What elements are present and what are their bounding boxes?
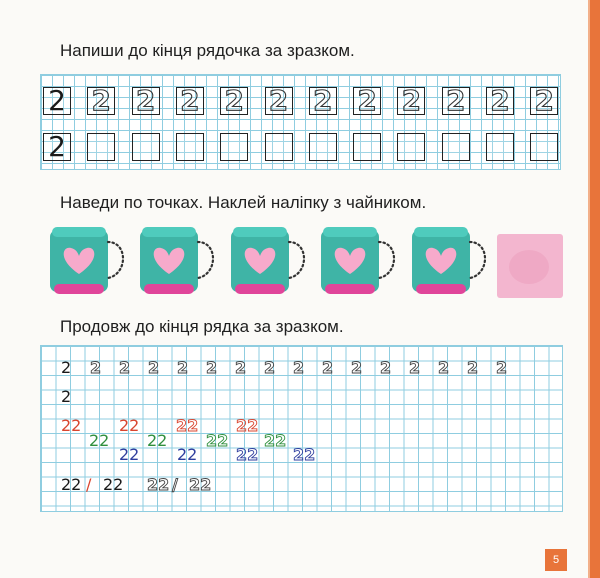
trace-box[interactable] [132,84,160,117]
mug-icon [410,224,492,298]
dotted-digit: 2 [496,358,508,377]
write-box[interactable] [87,133,115,161]
dotted-digit: 2 [268,84,289,117]
colored-pair: 22 [61,416,82,435]
sample-digit: 2 [61,387,72,406]
trace-box[interactable] [397,84,425,117]
dotted-digit: 2 [148,358,160,377]
dotted-digit: 2 [135,84,156,117]
write-box[interactable] [132,133,160,161]
dotted-digit: 2 [90,358,102,377]
dotted-digit: 2 [380,358,392,377]
dotted-digit: 2 [91,84,112,117]
write-box[interactable] [530,133,558,161]
dotted-digit: 2 [467,358,479,377]
mug-with-dotted-handle [48,224,130,298]
dotted-digit: 2 [293,358,305,377]
mug-icon [138,224,220,298]
write-box[interactable] [220,133,248,161]
mug-icon [319,224,401,298]
task2-title: Наведи по точках. Наклей наліпку з чайником. [60,193,427,212]
mug-icon [229,224,311,298]
dotted-digit: 2 [357,84,377,117]
write-box[interactable] [486,133,514,161]
dotted-pair: 22 [189,475,212,494]
sample-digit: 2 [48,130,66,163]
dotted-digit: 2 [322,358,334,377]
trace-box[interactable] [486,84,514,117]
trace-box[interactable] [353,84,381,117]
task1-title: Напиши до кінця рядочка за зразком. [60,41,355,60]
dotted-digit: 2 [119,358,131,377]
dotted-pair: 22 [147,475,170,494]
dotted-digit: 2 [490,84,510,117]
dotted-digit: 2 [224,84,244,117]
sticker-shade [509,250,549,284]
dotted-digit: 2 [206,358,218,377]
dotted-pair: 22 [176,416,199,435]
dotted-digit: 2 [264,358,276,377]
dotted-digit: 2 [534,84,555,117]
dotted-pair: 22 [236,445,259,464]
write-box[interactable] [176,133,204,161]
mug-with-dotted-handle [229,224,311,298]
page-edge [590,0,600,578]
trace-box[interactable] [87,84,115,117]
write-box[interactable] [442,133,470,161]
trace-box[interactable] [43,84,71,117]
dotted-digit: 2 [438,358,450,377]
write-box[interactable] [309,133,337,161]
write-box[interactable] [353,133,381,161]
dotted-pair: 22 [293,445,316,464]
mug-with-dotted-handle [138,224,220,298]
sticker-placeholder[interactable] [497,234,563,298]
dotted-digit: 2 [235,358,247,377]
dotted-digit: 2 [177,358,189,377]
colored-pair: 22 [119,445,140,464]
colored-pair: 22 [147,431,168,450]
sample-digit: 2 [61,358,72,377]
dotted-slash: / [172,475,178,494]
sample-digit: 2 [48,84,66,117]
trace-box[interactable] [176,84,204,117]
trace-box[interactable] [265,84,293,117]
trace-box[interactable] [309,84,337,117]
sample-pair: 22 [61,475,82,494]
dotted-digit: 2 [180,84,200,117]
task1-grid [40,74,561,170]
colored-pair: 22 [119,416,140,435]
dotted-digit: 2 [445,84,466,117]
colored-pair: 22 [177,445,198,464]
page-number: 5 [545,549,567,571]
task3-title: Продовж до кінця рядка за зразком. [60,317,344,336]
trace-box[interactable] [220,84,248,117]
write-box[interactable] [265,133,293,161]
dotted-pair: 22 [264,431,287,450]
mug-with-dotted-handle [410,224,492,298]
page-edge-line [588,0,590,578]
trace-box[interactable] [442,84,470,117]
trace-box[interactable] [530,84,558,117]
dotted-digit: 2 [351,358,363,377]
sample-pair: 22 [103,475,124,494]
dotted-pair: 22 [206,431,229,450]
write-box[interactable] [43,130,71,163]
red-slash: / [86,475,92,494]
mug-with-dotted-handle [319,224,401,298]
dotted-digit: 2 [313,84,333,117]
dotted-pair: 22 [236,416,259,435]
dotted-digit: 2 [409,358,421,377]
mug-icon [48,224,130,298]
write-box[interactable] [397,133,425,161]
colored-pair: 22 [89,431,110,450]
task3-grid [40,345,563,512]
dotted-digit: 2 [401,84,422,117]
